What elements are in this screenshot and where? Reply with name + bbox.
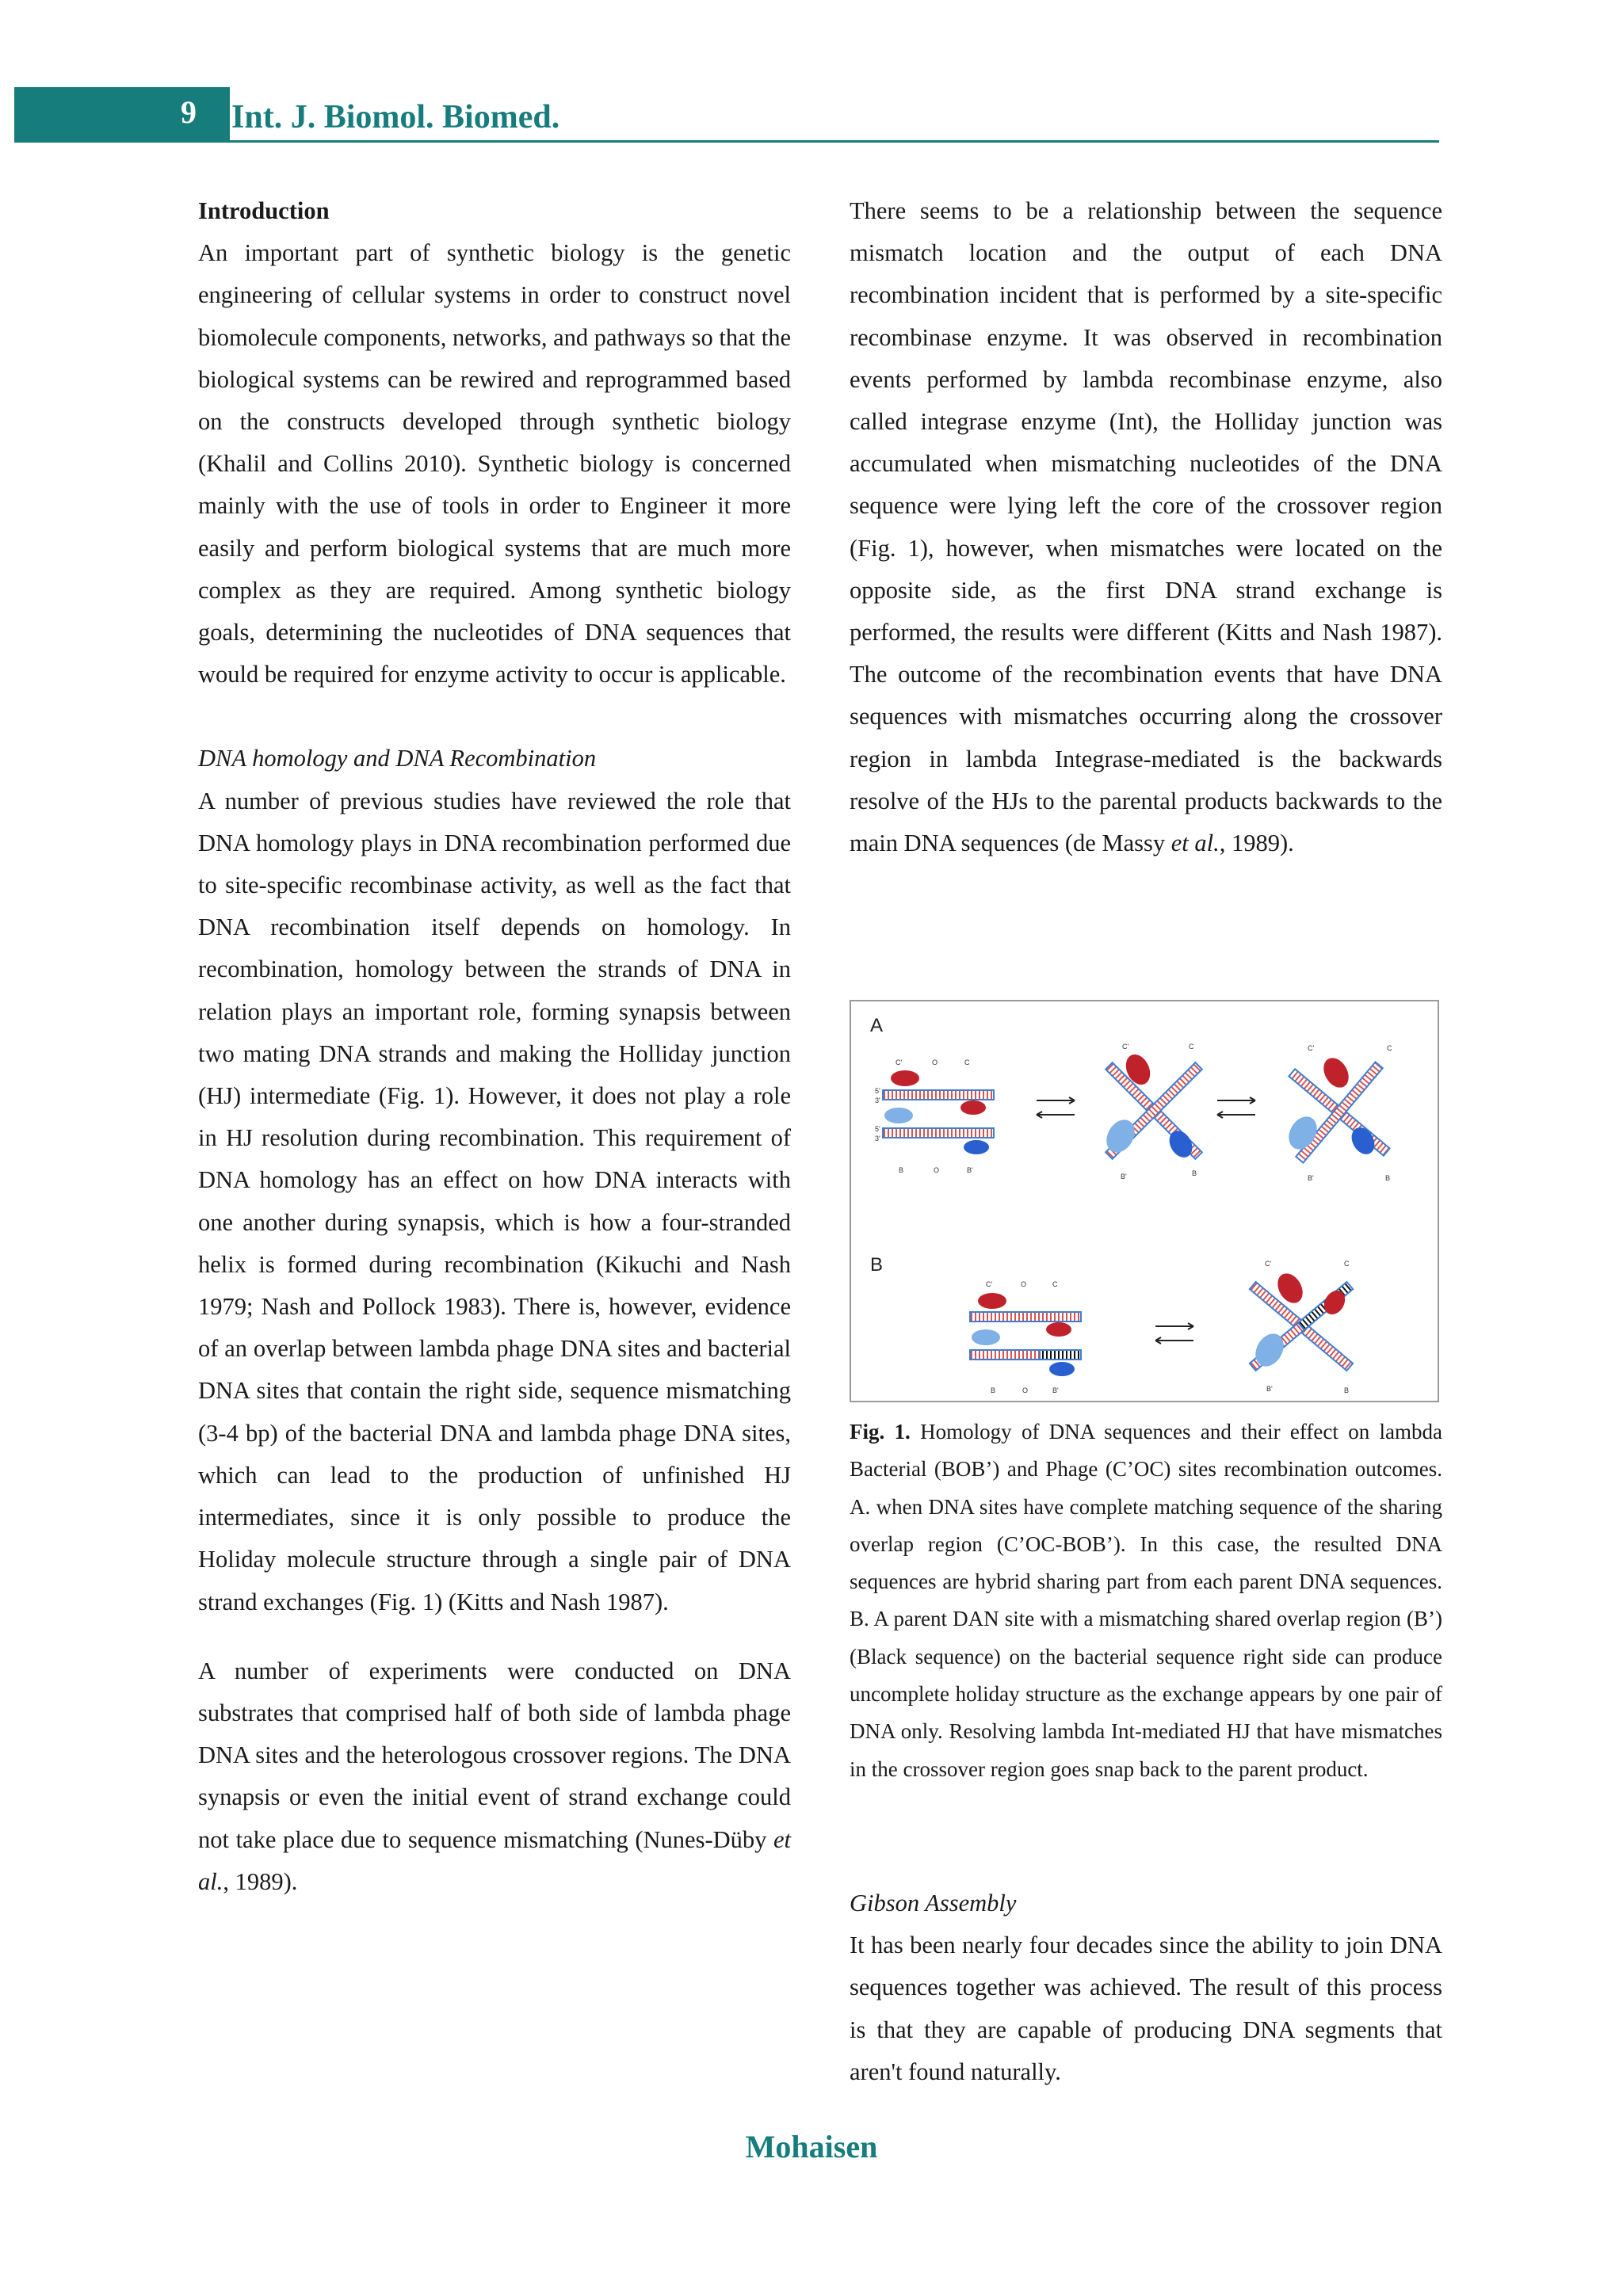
svg-text:O: O (1022, 1386, 1029, 1394)
int-blue-icon (1049, 1362, 1075, 1376)
svg-text:B': B' (967, 1166, 973, 1174)
mismatch-paragraph: There seems to be a relationship between the sequence mismatch location and the output of each DNA recombination incident that is performed by a site-specific recombinase enzyme. It was observed in recombination events performed by lambda recombinase enzyme, also called integrase enzyme (Int), the Holliday junction was accumulated when mismatching nucleotides of the DNA sequence were lying left the core of the crossover region (Fig. 1), however, when mismatches were located on the opposite side, as the first DNA strand exchange is performed, the results were different (Kitts and Nash 1987). The outcome of the recombination events that have DNA sequences with mismatches occurring along the crossover region in lambda Integrase-mediated is the backwards resolve of the HJs to the parental products backwards to the main DNA sequences (de Massy et al., 1989). (850, 197, 1442, 857)
gibson-paragraph: It has been nearly four decades since the ability to join DNA sequences together was achieved. The result of this process is that they are capable of producing DNA segments that aren't found naturally. (850, 1932, 1442, 2085)
panel-a-duplexes (875, 1058, 994, 1174)
svg-text:C: C (964, 1058, 970, 1066)
experiments-paragraph: A number of experiments were conducted on DNA substrates that comprised half of both side of lambda phage DNA sites and the heterologous crossover regions. The DNA synapsis or even the initial event of strand exchange could not take place due to sequence mismatching (Nunes-Düby et al., 1989). (198, 1657, 791, 1895)
svg-text:B: B (899, 1166, 904, 1174)
equilibrium-arrows-b (1155, 1323, 1193, 1344)
int-red-icon (891, 1070, 919, 1086)
left-column (198, 190, 791, 1903)
panel-a-label: A (870, 1015, 884, 1036)
svg-text:O: O (932, 1058, 938, 1066)
int-blue-icon (964, 1140, 989, 1154)
intro-heading: Introduction (198, 197, 330, 224)
journal-title: Int. J. Biomol. Biomed. (231, 99, 560, 135)
svg-text:B': B' (1052, 1386, 1059, 1394)
panel-b-label: B (870, 1254, 884, 1276)
svg-text:B: B (1192, 1169, 1197, 1177)
holliday-junction-b (1250, 1260, 1353, 1394)
holliday-junction-a2 (1283, 1044, 1392, 1182)
right-column (850, 190, 1442, 864)
svg-text:C': C' (1122, 1043, 1129, 1051)
svg-text:C': C' (1265, 1260, 1272, 1268)
svg-text:3': 3' (875, 1097, 880, 1104)
int-red-icon (1046, 1322, 1071, 1337)
figure-1-caption: Fig. 1. Homology of DNA sequences and their effect on lambda Bacterial (BOB’) and Phage (C’OC) sites recombination outcomes. A. when DNA sites have complete matching sequence of the sharing overlap region (C’OC-BOB’). In this case, the resulted DNA sequences are hybrid sharing part from each parent DNA sequences. B. A parent DAN site with a mismatching shared overlap region (B’) (Black sequence) on the bacterial sequence right side can produce uncomplete holiday structure as the exchange appears by one pair of DNA only. Resolving lambda Int-mediated HJ that have mismatches in the crossover region goes snap back to the parent product. (850, 1420, 1442, 1781)
right-column-lower (850, 1882, 1442, 2093)
svg-text:C': C' (896, 1058, 903, 1066)
svg-text:5': 5' (875, 1125, 880, 1133)
svg-text:B': B' (1121, 1173, 1127, 1180)
holliday-junction-a1 (1101, 1043, 1202, 1180)
svg-text:C: C (1387, 1044, 1392, 1052)
gibson-heading: Gibson Assembly (850, 1890, 1017, 1917)
footer-author: Mohaisen (745, 2129, 878, 2164)
svg-text:O: O (1021, 1280, 1027, 1288)
svg-text:C: C (1344, 1260, 1350, 1268)
int-light-blue-icon (884, 1108, 913, 1123)
header-bar (14, 87, 230, 141)
svg-text:B': B' (1266, 1385, 1273, 1393)
svg-text:B: B (991, 1386, 996, 1394)
figure-1-diagram (851, 1001, 1438, 1401)
svg-text:B: B (1385, 1174, 1391, 1182)
intro-paragraph: An important part of synthetic biology is the genetic engineering of cellular systems in order to construct novel biomolecule components, networks, and pathways so that the biological systems can be rewired and reprogrammed based on the constructs developed through synthetic biology (Khalil and Collins 2010). Synthetic biology is concerned mainly with the use of tools in order to Engineer it more easily and perform biological systems that are much more complex as they are required. Among synthetic biology goals, determining the nucleotides of DNA sequences that would be required for enzyme activity to occur is applicable. (198, 239, 791, 688)
svg-text:B: B (1344, 1386, 1350, 1394)
header-rule (14, 140, 1439, 143)
svg-text:C': C' (1308, 1044, 1315, 1052)
homology-paragraph: A number of previous studies have reviewed the role that DNA homology plays in DNA recombination performed due to site-specific recombinase activity, as well as the fact that DNA recombination itself depends on homology. In recombination, homology between the strands of DNA in relation plays an important role, forming synapsis between two mating DNA strands and making the Holliday junction (HJ) intermediate (Fig. 1). However, it does not play a role in HJ resolution during recombination. This requirement of DNA homology has an effect on how DNA interacts with one another during synapsis, which is how a four-stranded helix is formed during recombination (Kikuchi and Nash 1979; Nash and Pollock 1983). There is, however, evidence of an overlap between lambda phage DNA sites and bacterial DNA sites that contain the right side, sequence mismatching (3-4 bp) of the bacterial DNA and lambda phage DNA sites, which can lead to the production of unfinished HJ intermediates, since it is only possible to produce the Holiday molecule structure through a single pair of DNA strand exchanges (Fig. 1) (Kitts and Nash 1987). (198, 787, 791, 1615)
svg-text:O: O (934, 1166, 940, 1174)
int-red-icon (960, 1100, 986, 1115)
panel-b-duplexes (970, 1280, 1081, 1394)
homology-heading: DNA homology and DNA Recombination (198, 745, 597, 772)
svg-text:5': 5' (875, 1087, 880, 1095)
svg-text:B': B' (1308, 1174, 1314, 1182)
svg-text:C': C' (986, 1280, 993, 1288)
figure-1 (850, 1000, 1439, 1402)
int-light-blue-icon (972, 1329, 1000, 1345)
svg-text:3': 3' (875, 1135, 880, 1142)
int-red-icon (978, 1293, 1006, 1309)
page-number: 9 (181, 94, 197, 130)
svg-text:C: C (1052, 1280, 1058, 1288)
svg-text:C: C (1189, 1043, 1194, 1051)
